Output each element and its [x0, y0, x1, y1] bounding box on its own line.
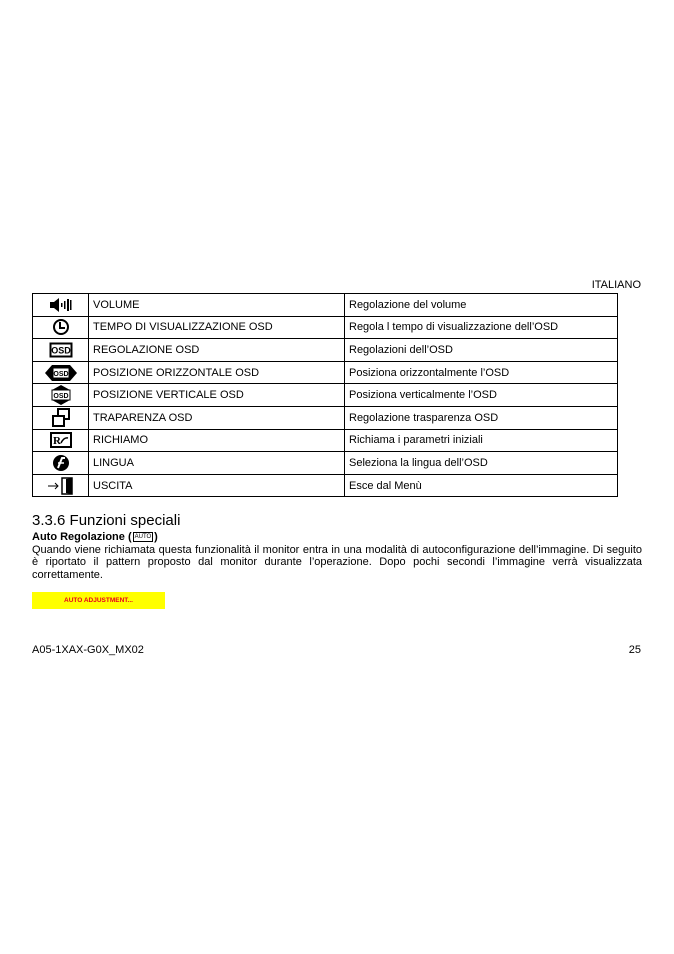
function-name: POSIZIONE ORIZZONTALE OSD	[89, 361, 345, 384]
auto-icon: AUTO	[134, 534, 152, 541]
recall-icon	[37, 432, 84, 448]
function-description: Richiama i parametri iniziali	[345, 429, 618, 452]
auto-adjustment-banner: AUTO ADJUSTMENT...	[32, 592, 165, 609]
table-row	[33, 406, 618, 429]
volume-icon	[37, 297, 84, 313]
function-name: USCITA	[89, 474, 345, 497]
osd-icon	[37, 342, 84, 358]
language-icon	[37, 454, 84, 472]
function-description: Esce dal Menù	[345, 474, 618, 497]
function-description: Seleziona la lingua dell’OSD	[345, 452, 618, 475]
clock-icon	[37, 318, 84, 336]
function-name: RICHIAMO	[89, 429, 345, 452]
table-row	[33, 429, 618, 452]
function-description: Regolazione del volume	[345, 294, 618, 317]
table-row	[33, 316, 618, 339]
document-code: A05-1XAX-G0X_MX02	[32, 644, 144, 656]
function-name: VOLUME	[89, 294, 345, 317]
function-description: Regola l tempo di visualizzazione dell’OSD	[345, 316, 618, 339]
function-name: LINGUA	[89, 452, 345, 475]
function-name: TEMPO DI VISUALIZZAZIONE OSD	[89, 316, 345, 339]
table-row	[33, 294, 618, 317]
section-title: 3.3.6 Funzioni speciali	[32, 512, 181, 529]
page-number: 25	[628, 644, 641, 656]
function-description: Regolazione trasparenza OSD	[345, 406, 618, 429]
table-row	[33, 452, 618, 475]
function-name: TRAPARENZA OSD	[89, 406, 345, 429]
table-row	[33, 361, 618, 384]
description-paragraph: Quando viene richiamata questa funzionalità il monitor entra in una modalità di autoconfigurazione dell’immagine. Di seguito è riportato il pattern proposto dal monitor durante l’operazione. Dopo pochi secondi l’immagine verrà visualizzata correttamente.	[32, 544, 642, 581]
table-row	[33, 339, 618, 362]
function-name: POSIZIONE VERTICALE OSD	[89, 384, 345, 407]
svg-text:OSD: OSD	[52, 370, 69, 378]
svg-text:OSD: OSD	[52, 393, 69, 401]
svg-text:R: R	[52, 435, 61, 448]
osd-functions-table	[32, 293, 618, 497]
exit-icon	[37, 477, 84, 495]
osd-vertical-icon	[37, 385, 84, 405]
subtitle-text: Auto Regolazione (	[32, 531, 132, 543]
language-header: ITALIANO	[591, 279, 641, 291]
function-name: REGOLAZIONE OSD	[89, 339, 345, 362]
function-description: Posiziona verticalmente l’OSD	[345, 384, 618, 407]
section-subtitle	[32, 531, 158, 543]
transparency-icon	[37, 408, 84, 428]
osd-horizontal-icon	[37, 364, 84, 382]
table-row	[33, 474, 618, 497]
svg-text:OSD: OSD	[50, 345, 71, 356]
function-description: Posiziona orizzontalmente l’OSD	[345, 361, 618, 384]
subtitle-close: )	[154, 531, 158, 543]
table-row	[33, 384, 618, 407]
function-description: Regolazioni dell’OSD	[345, 339, 618, 362]
